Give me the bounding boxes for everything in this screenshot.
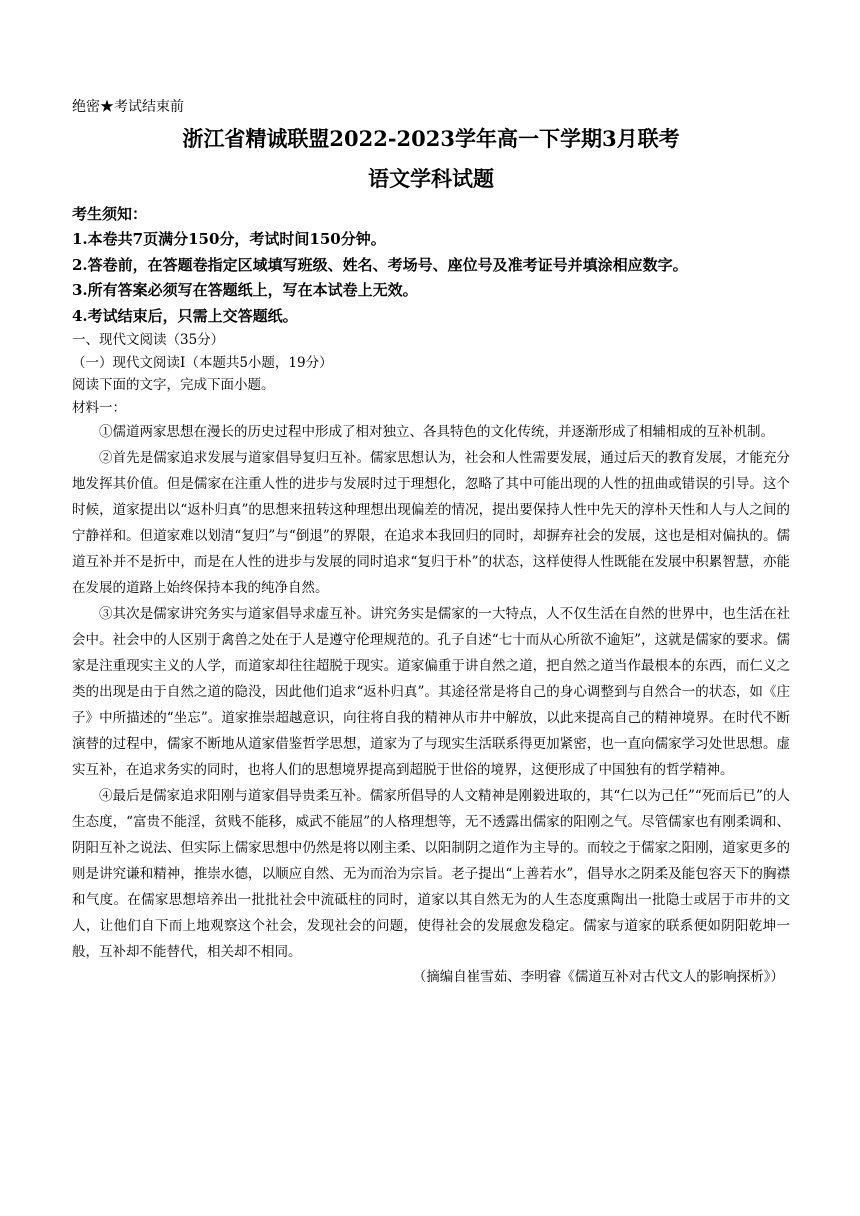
passage-paragraph-1: ①儒道两家思想在漫长的历史过程中形成了相对独立、各具特色的文化传统，并逐渐形成了相辅相成的互补机制。 (99, 424, 774, 440)
confidential-label: 绝密★考试结束前 (72, 99, 184, 115)
passage-source: （摘编自崔雪茹、李明睿《儒道互补对古代文人的影响探析》） (412, 969, 784, 985)
passage-paragraph-4: ④最后是儒家追求阳刚与道家倡导贵柔互补。儒家所倡导的人文精神是刚毅进取的，其“仁以为己任”“死而后已”的人生态度，“富贵不能淫，贫贱不能移，威武不能屈”的人格理想等，无不透露出儒家的阳刚之气。尽管儒家也有刚柔调和、阴阳互补之说法、但实际上儒家思想中仍然是将以刚主柔、以阳制阴之道作为主导的。而较之于儒家之阳刚，道家更多的则是讲究谦和精神，推崇水德，以顺应自然、无为而治为宗旨。老子提出“上善若水”，倡导水之阴柔及能包容天下的胸襟和气度。在儒家思想培养出一批批社会中流砥柱的同时，道家以其自然无为的人生态度熏陶出一批隐士或居于市井的文人，让他们自下而上地观察这个社会，发现社会的问题，使得社会的发展愈发稳定。儒家与道家的联系便如阴阳乾坤一般，互补却不能替代，相关却不相同。 (72, 788, 790, 960)
passage-paragraph-2: ②首先是儒家追求发展与道家倡导复归互补。儒家思想认为，社会和人性需要发展，通过后天的教育发展，才能充分地发挥其价值。但是儒家在注重人性的进步与发展时过于理想化，忽略了其中可能出现的人性的扭曲或错误的引导。这个时候，道家提出以“返朴归真”的思想来扭转这种理想出现偏差的情况，提出要保持人性中先天的淳朴天性和人与人之间的宁静祥和。但道家难以划清“复归”与“倒退”的界限，在追求本我回归的同时，却摒弃社会的发展，这也是相对偏执的。儒道互补并不是折中，而是在人性的进步与发展的同时追求“复归于朴”的状态，这样使得人性既能在发展中积累智慧，亦能在发展的道路上始终保持本我的纯净自然。 (72, 450, 790, 596)
exam-title: 浙江省精诚联盟2022-2023学年高一下学期3月联考 (182, 126, 680, 151)
reading-instruction: 阅读下面的文字，完成下面小题。 (72, 377, 275, 393)
notice-item: 3.所有答案必须写在答题纸上，写在本试卷上无效。 (72, 281, 418, 299)
material-label: 材料一： (72, 399, 126, 416)
exam-notice (72, 202, 790, 329)
passage-paragraph-3: ③其次是儒家讲究务实与道家倡导求虚互补。讲究务实是儒家的一大特点，人不仅生活在自然的世界中，也生活在社会中。社会中的人区别于禽兽之处在于人是遵守伦理规范的。孔子自述“七十而从心所欲不逾矩”，这就是儒家的要求。儒家是注重现实主义的人学，而道家却往往超脱于现实。道家偏重于讲自然之道，把自然之道当作最根本的东西，而仁义之类的出现是由于自然之道的隐没，因此他们追求“返朴归真”。其途径常是将自己的身心调整到与自然合一的状态，如《庄子》中所描述的“坐忘”。道家推崇超越意识，向往将自我的精神从市井中解放，以此来提高自己的精神境界。在时代不断演替的过程中，儒家不断地从道家借鉴哲学思想，道家为了与现实生活联系得更加紧密，也一直向儒家学习处世思想。虚实互补，在追求务实的同时，也将人们的思想境界提高到超脱于世俗的境界，这便形成了中国独有的哲学精神。 (72, 606, 790, 778)
section-heading: 一、现代文阅读（35分） (72, 332, 225, 348)
exam-page (72, 96, 790, 989)
subsection-heading: （一）现代文阅读Ⅰ（本题共5小题，19分） (72, 354, 333, 371)
notice-item: 2.答卷前，在答题卷指定区域填写班级、姓名、考场号、座位号及准考证号并填涂相应数字。 (72, 255, 688, 274)
notice-heading: 考生须知： (72, 205, 148, 223)
notice-item: 1.本卷共7页满分150分，考试时间150分钟。 (72, 230, 386, 248)
notice-item: 4.考试结束后，只需上交答题纸。 (72, 306, 298, 325)
exam-subtitle: 语文学科试题 (368, 166, 494, 191)
